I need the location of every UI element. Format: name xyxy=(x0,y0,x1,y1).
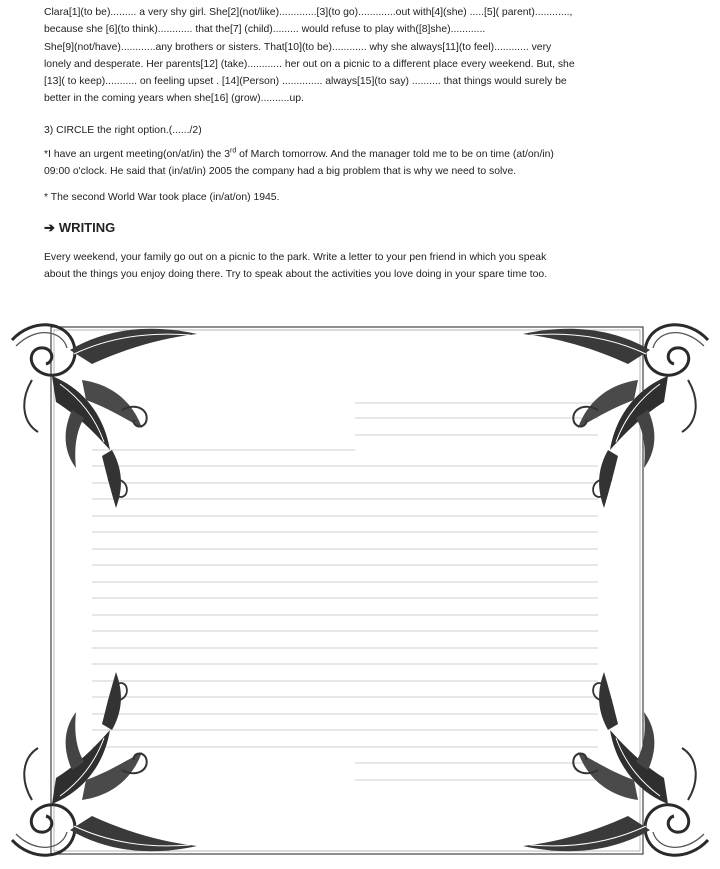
circle-item-1-line-1 xyxy=(44,146,684,163)
exercise-line: because she [6](to think)............ that the[7] (child)......... would refuse to play with([8]she)............ xyxy=(44,24,486,36)
item-text: *I have an urgent meeting(on/at/in) the 3 xyxy=(44,149,230,160)
writing-task xyxy=(44,249,684,284)
circle-item-2: * The second World War took place (in/at/on) 1945. xyxy=(44,192,280,203)
corner-ornament-top-right xyxy=(523,325,708,508)
corner-ornament-bottom-right xyxy=(523,672,708,855)
writing-heading-label: WRITING xyxy=(58,220,116,235)
exercise-line: Clara[1](to be)......... a very shy girl. She[2](not/like).............[3](to go).............out with[4](she) .....[5]( parent)............, xyxy=(44,7,573,18)
exercise-line: She[9](not/have)............any brothers or sisters. That[10](to be)............ why she always[11](to feel)............ very xyxy=(44,41,552,53)
exercise-line: [13]( to keep)........... on feeling upset . [14](Person) .............. always[15](to say) .......... that things would surely be xyxy=(44,76,567,88)
exercise-line: lonely and desperate. Her parents[12] (take)............ her out on a picnic to a different place every weekend. But, she xyxy=(44,58,575,70)
corner-ornament-top-left xyxy=(12,325,197,508)
writing-heading xyxy=(44,219,684,236)
writing-frame xyxy=(0,300,720,869)
arrow-icon: ➔ xyxy=(44,220,55,235)
circle-item-1 xyxy=(44,146,684,181)
circle-exercise-heading: 3) CIRCLE the right option.(....../2) xyxy=(44,125,202,136)
exercise-line: better in the coming years when she[16] (grow)..........up. xyxy=(44,93,304,105)
ordinal-suffix: rd xyxy=(230,147,237,155)
writing-task-line-2: about the things you enjoy doing there. Try to speak about the activities you love doing in your spare time too. xyxy=(44,269,548,281)
corner-ornament-bottom-left xyxy=(12,672,197,855)
gap-fill-exercise xyxy=(44,4,684,108)
frame-border xyxy=(51,327,643,854)
writing-lines xyxy=(92,403,598,780)
item-text: of March tomorrow. And the manager told me to be on time (at/on/in) xyxy=(236,149,554,160)
circle-item-1-line-2: 09:00 o'clock. He said that (in/at/in) 2005 the company had a big problem that is why we need to solve. xyxy=(44,166,517,178)
writing-task-line-1: Every weekend, your family go out on a picnic to the park. Write a letter to your pen friend in which you speak xyxy=(44,252,547,263)
